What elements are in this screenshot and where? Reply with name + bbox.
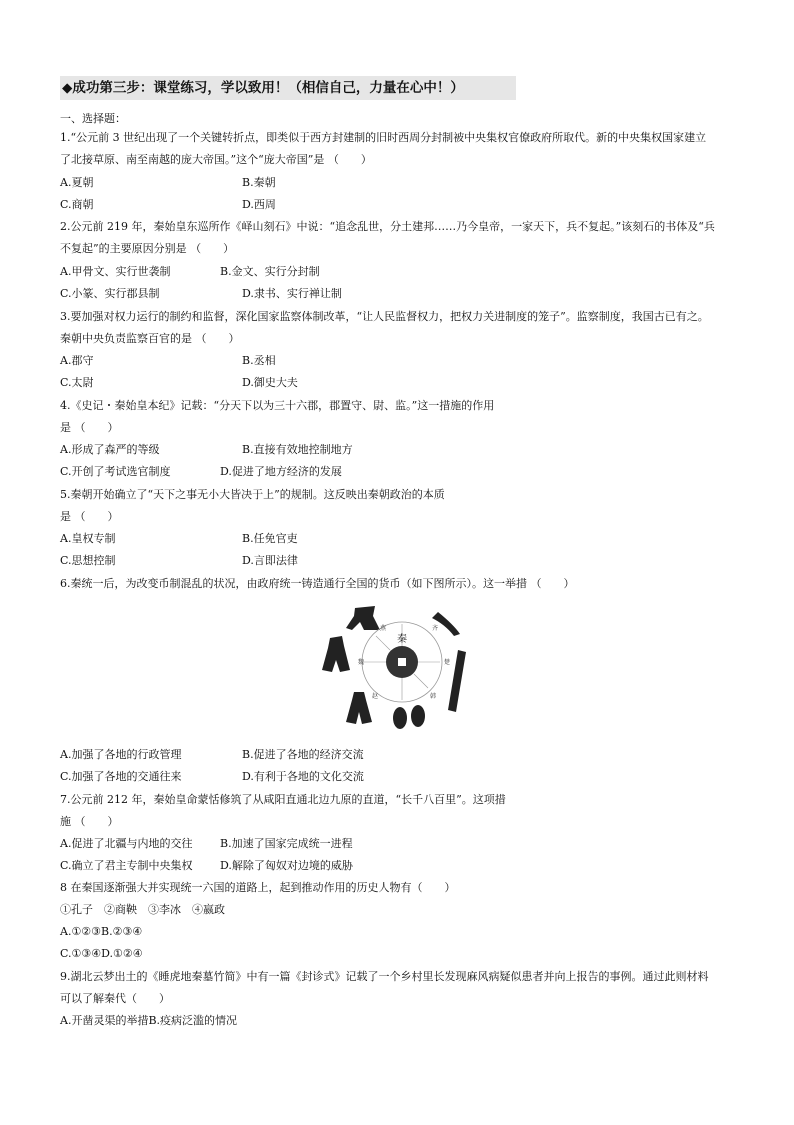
- question-1-line-2: 了北接草原、南至南越的庞大帝国。”这个“庞大帝国”是 （ ）: [60, 153, 372, 166]
- question-6-option-a: A.加强了各地的行政管理: [60, 748, 182, 761]
- ring-label-1: 燕: [380, 625, 387, 632]
- knife-coin-icon: [432, 612, 460, 636]
- section-title: 一、选择题：: [60, 112, 126, 125]
- question-9-line-1: 9.湖北云梦出土的《睡虎地秦墓竹简》中有一篇《封诊式》记载了一个乡村里长发现麻风病疑似患者并向上报告的事例。通过此则材料: [60, 970, 709, 983]
- question-8-line-2: ①孔子 ②商鞅 ③李冰 ④嬴政: [60, 903, 225, 916]
- question-3-option-b: B.丞相: [242, 354, 276, 367]
- question-1-option-c: C.商朝: [60, 198, 94, 211]
- spade-coin-icon: [346, 606, 380, 630]
- question-1-option-d: D.西周: [242, 198, 276, 211]
- question-2-line-2: 不复起”的主要原因分别是 （ ）: [60, 242, 235, 255]
- question-6-option-b: B.促进了各地的经济交流: [242, 748, 364, 761]
- question-8-option-ab: A.①②③B.②③④: [60, 925, 143, 938]
- spade-coin-icon: [322, 636, 350, 672]
- question-5-line-2: 是 （ ）: [60, 510, 119, 523]
- question-2-option-d: D.隶书、实行禅让制: [242, 287, 342, 300]
- question-4-option-d: D.促进了地方经济的发展: [220, 465, 342, 478]
- ring-label-3: 楚: [444, 659, 451, 666]
- question-6-line-1: 6.秦统一后，为改变币制混乱的状况，由政府统一铸造通行全国的货币（如下图所示）。这一举措 （ ）: [60, 577, 575, 590]
- question-5-option-b: B.任免官吏: [242, 532, 298, 545]
- question-5-option-d: D.言即法律: [242, 554, 298, 567]
- question-3-option-c: C.太尉: [60, 376, 94, 389]
- ring-label-4: 韩: [430, 693, 437, 700]
- question-3-line-1: 3.要加强对权力运行的制约和监督，深化国家监察体制改革，“让人民监督权力，把权力关进制度的笼子”。监察制度，我国古已有之。: [60, 310, 709, 323]
- question-7-option-d: D.解除了匈奴对边境的威胁: [220, 859, 353, 872]
- knife-coin-icon: [448, 650, 466, 712]
- section-header: ◆成功第三步：课堂练习，学以致用！（相信自己，力量在心中！）: [60, 76, 516, 100]
- question-2-option-b: B.金文、实行分封制: [220, 265, 320, 278]
- question-1-option-b: B.秦朝: [242, 176, 276, 189]
- question-4-option-c: C.开创了考试选官制度: [60, 465, 171, 478]
- question-2-option-a: A.甲骨文、实行世袭制: [60, 265, 171, 278]
- question-4-line-1: 4.《史记・秦始皇本纪》记载：“分天下以为三十六郡，郡置守、尉、监。”这一措施的作用: [60, 399, 495, 412]
- question-4-line-2: 是 （ ）: [60, 421, 119, 434]
- question-4-option-b: B.直接有效地控制地方: [242, 443, 353, 456]
- question-7-option-a: A.促进了北疆与内地的交往: [60, 837, 193, 850]
- question-7-line-1: 7.公元前 212 年，秦始皇命蒙恬修筑了从咸阳直通北边九原的直道，“长千八百里”。这项措: [60, 793, 506, 806]
- qin-coin-figure: [320, 600, 470, 735]
- question-1-line-1: 1.“公元前 3 世纪出现了一个关键转折点，即类似于西方封建制的旧时西周分封制被中央集权官僚政府所取代。新的中央集权国家建立: [60, 131, 707, 144]
- question-6-option-d: D.有利于各地的文化交流: [242, 770, 364, 783]
- coin-diagram-illustration: [320, 600, 470, 735]
- question-3-option-a: A.郡守: [60, 354, 94, 367]
- question-8-line-1: 8 在秦国逐渐强大并实现统一六国的道路上，起到推动作用的历史人物有（ ）: [60, 881, 456, 894]
- question-9-option-ab: A.开凿灵渠的举措B.疫病泛滥的情况: [60, 1014, 238, 1027]
- question-3-line-2: 秦朝中央负责监察百官的是 （ ）: [60, 332, 240, 345]
- ant-nose-coin-icon: [393, 707, 407, 729]
- coin-center-label: 秦: [397, 634, 407, 645]
- question-5-option-a: A.皇权专制: [60, 532, 116, 545]
- question-6-option-c: C.加强了各地的交通往来: [60, 770, 182, 783]
- question-5-option-c: C.思想控制: [60, 554, 116, 567]
- question-7-line-2: 施 （ ）: [60, 815, 119, 828]
- question-9-line-2: 可以了解秦代（ ）: [60, 992, 170, 1005]
- question-2-option-c: C.小篆、实行郡县制: [60, 287, 160, 300]
- question-8-option-cd: C.①③④D.①②④: [60, 947, 143, 960]
- ant-nose-coin-icon: [411, 705, 425, 727]
- question-5-line-1: 5.秦朝开始确立了“天下之事无小大皆决于上”的规制。这反映出秦朝政治的本质: [60, 488, 445, 501]
- question-7-option-c: C.确立了君主专制中央集权: [60, 859, 193, 872]
- ring-label-2: 齐: [432, 625, 439, 632]
- question-1-option-a: A.夏朝: [60, 176, 94, 189]
- question-2-line-1: 2.公元前 219 年，秦始皇东巡所作《峄山刻石》中说：“追念乱世，分土建邦……乃今皇帝，一家天下，兵不复起。”该刻石的书体及“兵: [60, 220, 715, 233]
- spade-coin-icon: [346, 692, 372, 724]
- question-3-option-d: D.御史大夫: [242, 376, 298, 389]
- ring-label-6: 魏: [358, 659, 365, 666]
- ring-label-5: 赵: [372, 693, 379, 700]
- question-4-option-a: A.形成了森严的等级: [60, 443, 160, 456]
- question-7-option-b: B.加速了国家完成统一进程: [220, 837, 353, 850]
